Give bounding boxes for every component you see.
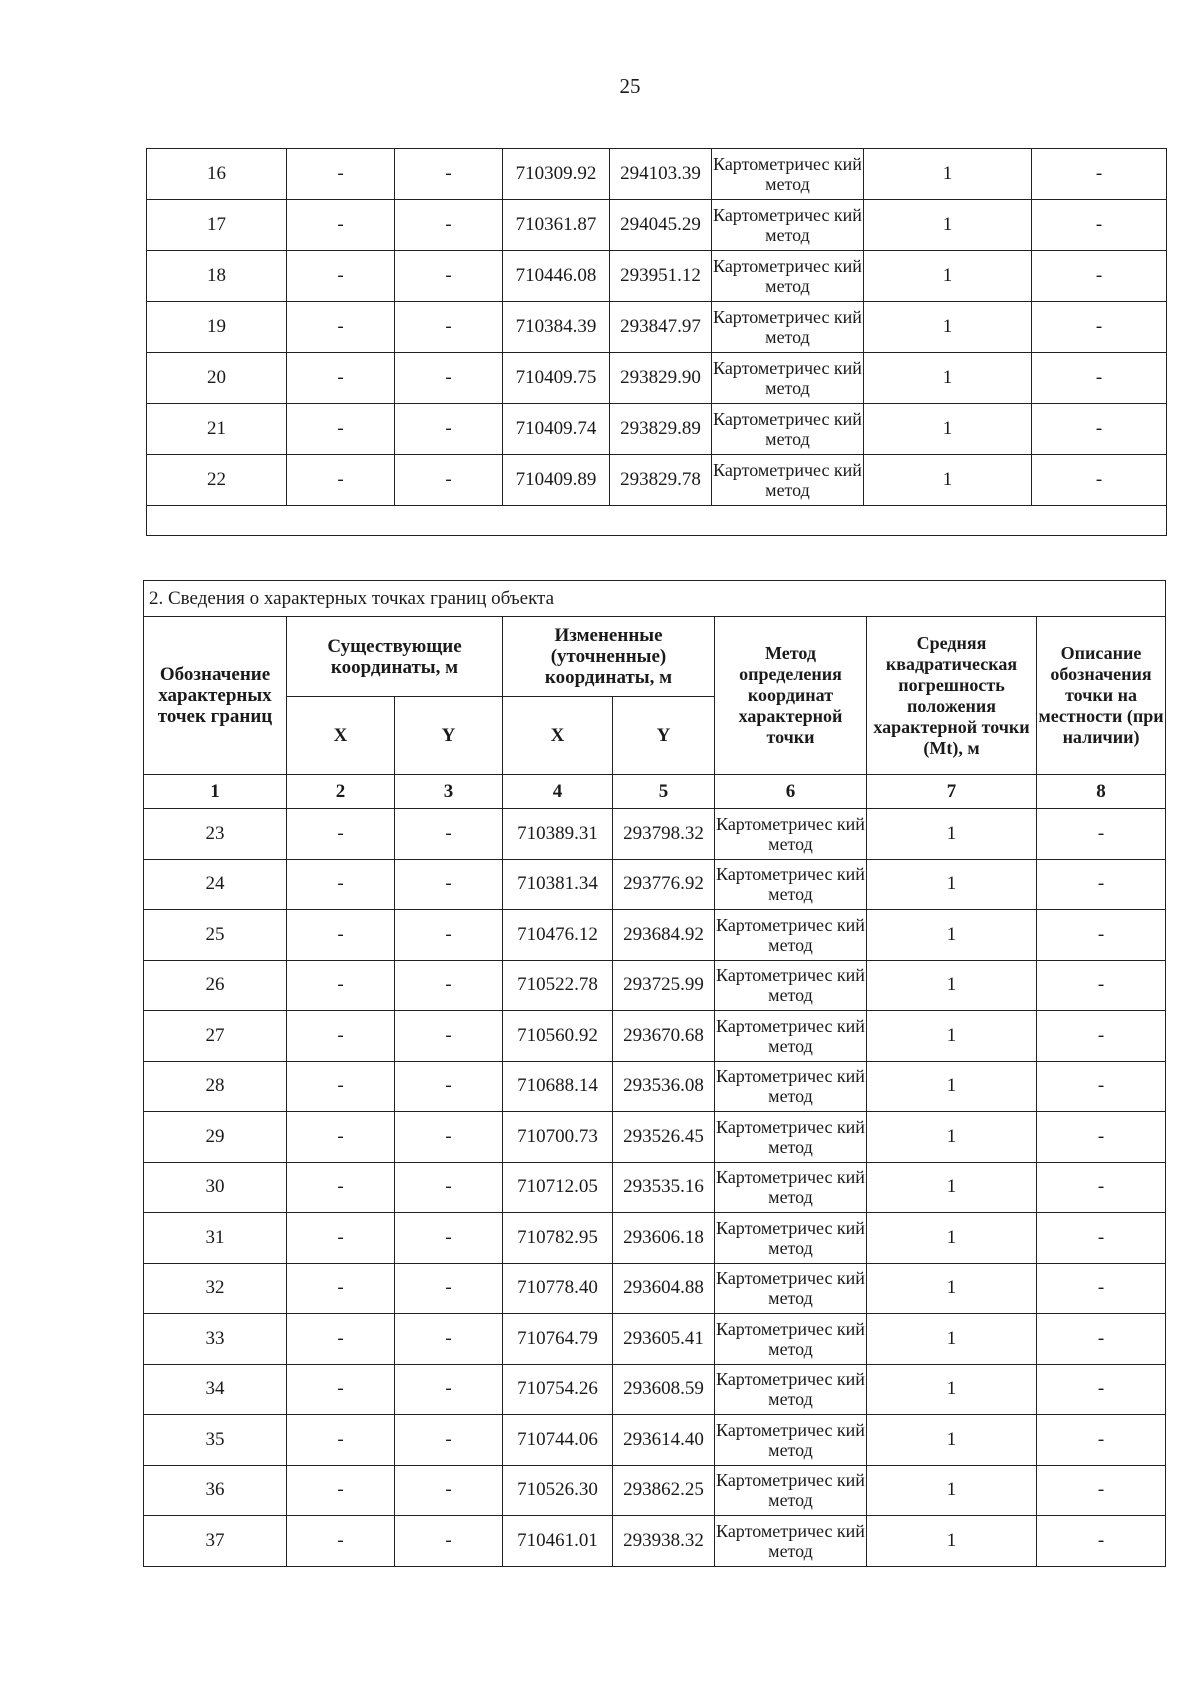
description-cell: - xyxy=(1037,1263,1166,1314)
column-number: 5 xyxy=(613,775,715,809)
description-cell: - xyxy=(1032,149,1167,200)
method-cell: Картометричес кий метод xyxy=(715,1263,867,1314)
empty-cell xyxy=(147,506,1167,536)
description-cell: - xyxy=(1037,1162,1166,1213)
changed-y-cell: 293684.92 xyxy=(613,910,715,961)
method-cell: Картометричес кий метод xyxy=(715,1162,867,1213)
header-y-existing: Y xyxy=(395,697,503,775)
table-row xyxy=(144,1263,1166,1314)
table1-body xyxy=(147,149,1167,506)
changed-y-cell: 293829.90 xyxy=(610,353,712,404)
point-number-cell: 16 xyxy=(147,149,287,200)
column-number: 1 xyxy=(144,775,287,809)
error-cell: 1 xyxy=(867,1263,1037,1314)
table-row xyxy=(147,353,1167,404)
changed-y-cell: 293847.97 xyxy=(610,302,712,353)
table-row xyxy=(144,960,1166,1011)
method-cell: Картометричес кий метод xyxy=(715,1061,867,1112)
header-existing-coords: Существующие координаты, м xyxy=(287,617,503,697)
point-number-cell: 19 xyxy=(147,302,287,353)
table-row xyxy=(144,1162,1166,1213)
changed-y-cell: 293725.99 xyxy=(613,960,715,1011)
description-cell: - xyxy=(1032,455,1167,506)
description-cell: - xyxy=(1037,1465,1166,1516)
method-cell: Картометричес кий метод xyxy=(712,251,864,302)
point-number-cell: 25 xyxy=(144,910,287,961)
existing-x-cell: - xyxy=(287,1011,395,1062)
error-cell: 1 xyxy=(867,960,1037,1011)
point-number-cell: 28 xyxy=(144,1061,287,1112)
point-number-cell: 24 xyxy=(144,859,287,910)
changed-y-cell: 293536.08 xyxy=(613,1061,715,1112)
column-number: 3 xyxy=(395,775,503,809)
existing-x-cell: - xyxy=(287,200,395,251)
column-number: 4 xyxy=(503,775,613,809)
existing-x-cell: - xyxy=(287,859,395,910)
error-cell: 1 xyxy=(864,251,1032,302)
error-cell: 1 xyxy=(867,1516,1037,1567)
error-cell: 1 xyxy=(867,859,1037,910)
changed-y-cell: 293776.92 xyxy=(613,859,715,910)
existing-y-cell: - xyxy=(395,859,503,910)
changed-x-cell: 710461.01 xyxy=(503,1516,613,1567)
error-cell: 1 xyxy=(864,404,1032,455)
changed-y-cell: 293862.25 xyxy=(613,1465,715,1516)
section-title: 2. Сведения о характерных точках границ объекта xyxy=(144,581,1166,617)
column-number: 6 xyxy=(715,775,867,809)
changed-x-cell: 710409.89 xyxy=(503,455,610,506)
description-cell: - xyxy=(1032,302,1167,353)
error-cell: 1 xyxy=(867,1061,1037,1112)
existing-y-cell: - xyxy=(395,1162,503,1213)
existing-y-cell: - xyxy=(395,251,503,302)
description-cell: - xyxy=(1032,251,1167,302)
table-row xyxy=(144,859,1166,910)
table-row xyxy=(144,1415,1166,1466)
point-number-cell: 37 xyxy=(144,1516,287,1567)
existing-y-cell: - xyxy=(395,1314,503,1365)
table-row xyxy=(147,404,1167,455)
point-number-cell: 33 xyxy=(144,1314,287,1365)
changed-x-cell: 710700.73 xyxy=(503,1112,613,1163)
method-cell: Картометричес кий метод xyxy=(715,1516,867,1567)
existing-y-cell: - xyxy=(395,1061,503,1112)
method-cell: Картометричес кий метод xyxy=(712,149,864,200)
point-number-cell: 18 xyxy=(147,251,287,302)
description-cell: - xyxy=(1037,1112,1166,1163)
description-cell: - xyxy=(1037,1364,1166,1415)
changed-y-cell: 293535.16 xyxy=(613,1162,715,1213)
table-row xyxy=(144,1213,1166,1264)
method-cell: Картометричес кий метод xyxy=(715,910,867,961)
existing-x-cell: - xyxy=(287,251,395,302)
existing-y-cell: - xyxy=(395,1263,503,1314)
changed-x-cell: 710764.79 xyxy=(503,1314,613,1365)
description-cell: - xyxy=(1032,404,1167,455)
existing-y-cell: - xyxy=(395,1213,503,1264)
point-number-cell: 27 xyxy=(144,1011,287,1062)
method-cell: Картометричес кий метод xyxy=(715,859,867,910)
header-x-changed: X xyxy=(503,697,613,775)
existing-x-cell: - xyxy=(287,1364,395,1415)
method-cell: Картометричес кий метод xyxy=(715,960,867,1011)
changed-x-cell: 710754.26 xyxy=(503,1364,613,1415)
point-number-cell: 17 xyxy=(147,200,287,251)
error-cell: 1 xyxy=(867,1112,1037,1163)
error-cell: 1 xyxy=(864,302,1032,353)
error-cell: 1 xyxy=(864,149,1032,200)
changed-y-cell: 293605.41 xyxy=(613,1314,715,1365)
table-row xyxy=(144,1364,1166,1415)
table-row xyxy=(144,1011,1166,1062)
table-row xyxy=(147,200,1167,251)
point-number-cell: 31 xyxy=(144,1213,287,1264)
existing-x-cell: - xyxy=(287,302,395,353)
changed-x-cell: 710712.05 xyxy=(503,1162,613,1213)
table2-body xyxy=(144,809,1166,1567)
existing-y-cell: - xyxy=(395,149,503,200)
error-cell: 1 xyxy=(864,200,1032,251)
description-cell: - xyxy=(1037,1011,1166,1062)
table-row xyxy=(147,302,1167,353)
header-method: Метод определения координат характерной точки xyxy=(715,617,867,775)
existing-y-cell: - xyxy=(395,910,503,961)
column-number: 7 xyxy=(867,775,1037,809)
table-row xyxy=(144,1112,1166,1163)
error-cell: 1 xyxy=(867,1162,1037,1213)
existing-x-cell: - xyxy=(287,1415,395,1466)
changed-y-cell: 293798.32 xyxy=(613,809,715,860)
existing-x-cell: - xyxy=(287,353,395,404)
changed-y-cell: 294103.39 xyxy=(610,149,712,200)
method-cell: Картометричес кий метод xyxy=(715,1465,867,1516)
existing-x-cell: - xyxy=(287,910,395,961)
existing-y-cell: - xyxy=(395,302,503,353)
table-row xyxy=(144,1465,1166,1516)
column-number: 8 xyxy=(1037,775,1166,809)
changed-y-cell: 293829.78 xyxy=(610,455,712,506)
existing-x-cell: - xyxy=(287,1061,395,1112)
changed-y-cell: 293604.88 xyxy=(613,1263,715,1314)
changed-x-cell: 710560.92 xyxy=(503,1011,613,1062)
error-cell: 1 xyxy=(867,1415,1037,1466)
column-number: 2 xyxy=(287,775,395,809)
header-changed-coords: Измененные (уточненные) координаты, м xyxy=(503,617,715,697)
existing-y-cell: - xyxy=(395,200,503,251)
point-number-cell: 26 xyxy=(144,960,287,1011)
method-cell: Картометричес кий метод xyxy=(715,1011,867,1062)
error-cell: 1 xyxy=(867,1011,1037,1062)
table-row xyxy=(147,251,1167,302)
changed-x-cell: 710744.06 xyxy=(503,1415,613,1466)
changed-x-cell: 710522.78 xyxy=(503,960,613,1011)
existing-x-cell: - xyxy=(287,1465,395,1516)
existing-y-cell: - xyxy=(395,404,503,455)
changed-x-cell: 710384.39 xyxy=(503,302,610,353)
description-cell: - xyxy=(1037,960,1166,1011)
existing-x-cell: - xyxy=(287,149,395,200)
changed-x-cell: 710389.31 xyxy=(503,809,613,860)
description-cell: - xyxy=(1037,809,1166,860)
header-description: Описание обозначения точки на местности (при наличии) xyxy=(1037,617,1166,775)
point-number-cell: 36 xyxy=(144,1465,287,1516)
existing-y-cell: - xyxy=(395,1364,503,1415)
existing-y-cell: - xyxy=(395,1112,503,1163)
existing-x-cell: - xyxy=(287,1112,395,1163)
description-cell: - xyxy=(1037,1415,1166,1466)
method-cell: Картометричес кий метод xyxy=(715,1415,867,1466)
changed-y-cell: 293606.18 xyxy=(613,1213,715,1264)
description-cell: - xyxy=(1037,1061,1166,1112)
method-cell: Картометричес кий метод xyxy=(712,404,864,455)
description-cell: - xyxy=(1032,200,1167,251)
header-y-changed: Y xyxy=(613,697,715,775)
error-cell: 1 xyxy=(864,455,1032,506)
header-designation: Обозначение характерных точек границ xyxy=(144,617,287,775)
changed-x-cell: 710409.74 xyxy=(503,404,610,455)
existing-x-cell: - xyxy=(287,1213,395,1264)
changed-y-cell: 294045.29 xyxy=(610,200,712,251)
error-cell: 1 xyxy=(867,910,1037,961)
method-cell: Картометричес кий метод xyxy=(712,455,864,506)
changed-x-cell: 710381.34 xyxy=(503,859,613,910)
error-cell: 1 xyxy=(867,1364,1037,1415)
existing-x-cell: - xyxy=(287,1516,395,1567)
existing-y-cell: - xyxy=(395,960,503,1011)
changed-x-cell: 710409.75 xyxy=(503,353,610,404)
point-number-cell: 30 xyxy=(144,1162,287,1213)
changed-x-cell: 710778.40 xyxy=(503,1263,613,1314)
changed-y-cell: 293938.32 xyxy=(613,1516,715,1567)
description-cell: - xyxy=(1037,1213,1166,1264)
table-row xyxy=(144,809,1166,860)
method-cell: Картометричес кий метод xyxy=(712,200,864,251)
existing-x-cell: - xyxy=(287,809,395,860)
changed-y-cell: 293526.45 xyxy=(613,1112,715,1163)
existing-x-cell: - xyxy=(287,960,395,1011)
table-row xyxy=(144,1516,1166,1567)
method-cell: Картометричес кий метод xyxy=(715,1112,867,1163)
header-error: Средняя квадратическая погрешность положения характерной точки (Mt), м xyxy=(867,617,1037,775)
header-x-existing: X xyxy=(287,697,395,775)
method-cell: Картометричес кий метод xyxy=(715,1364,867,1415)
error-cell: 1 xyxy=(867,809,1037,860)
changed-x-cell: 710446.08 xyxy=(503,251,610,302)
table-row xyxy=(144,1314,1166,1365)
changed-x-cell: 710476.12 xyxy=(503,910,613,961)
method-cell: Картометричес кий метод xyxy=(715,1314,867,1365)
existing-x-cell: - xyxy=(287,404,395,455)
description-cell: - xyxy=(1037,1516,1166,1567)
existing-y-cell: - xyxy=(395,353,503,404)
table-row xyxy=(144,1061,1166,1112)
existing-y-cell: - xyxy=(395,1011,503,1062)
existing-x-cell: - xyxy=(287,1263,395,1314)
description-cell: - xyxy=(1032,353,1167,404)
point-number-cell: 34 xyxy=(144,1364,287,1415)
changed-y-cell: 293614.40 xyxy=(613,1415,715,1466)
existing-y-cell: - xyxy=(395,1415,503,1466)
existing-x-cell: - xyxy=(287,1162,395,1213)
description-cell: - xyxy=(1037,910,1166,961)
existing-y-cell: - xyxy=(395,1465,503,1516)
page-number: 25 xyxy=(619,74,641,98)
point-number-cell: 29 xyxy=(144,1112,287,1163)
changed-x-cell: 710361.87 xyxy=(503,200,610,251)
existing-x-cell: - xyxy=(287,455,395,506)
point-number-cell: 32 xyxy=(144,1263,287,1314)
changed-x-cell: 710782.95 xyxy=(503,1213,613,1264)
description-cell: - xyxy=(1037,1314,1166,1365)
table-row xyxy=(147,455,1167,506)
table-row xyxy=(144,910,1166,961)
changed-y-cell: 293608.59 xyxy=(613,1364,715,1415)
changed-x-cell: 710309.92 xyxy=(503,149,610,200)
boundary-points-table-continued xyxy=(146,148,1167,536)
method-cell: Картометричес кий метод xyxy=(712,302,864,353)
changed-x-cell: 710526.30 xyxy=(503,1465,613,1516)
existing-y-cell: - xyxy=(395,1516,503,1567)
error-cell: 1 xyxy=(867,1314,1037,1365)
table-row xyxy=(147,149,1167,200)
method-cell: Картометричес кий метод xyxy=(715,809,867,860)
point-number-cell: 22 xyxy=(147,455,287,506)
table1-empty-row xyxy=(147,506,1167,536)
point-number-cell: 21 xyxy=(147,404,287,455)
changed-x-cell: 710688.14 xyxy=(503,1061,613,1112)
existing-y-cell: - xyxy=(395,455,503,506)
point-number-cell: 23 xyxy=(144,809,287,860)
point-number-cell: 20 xyxy=(147,353,287,404)
changed-y-cell: 293829.89 xyxy=(610,404,712,455)
description-cell: - xyxy=(1037,859,1166,910)
error-cell: 1 xyxy=(864,353,1032,404)
method-cell: Картометричес кий метод xyxy=(712,353,864,404)
changed-y-cell: 293951.12 xyxy=(610,251,712,302)
existing-y-cell: - xyxy=(395,809,503,860)
error-cell: 1 xyxy=(867,1465,1037,1516)
point-number-cell: 35 xyxy=(144,1415,287,1466)
method-cell: Картометричес кий метод xyxy=(715,1213,867,1264)
error-cell: 1 xyxy=(867,1213,1037,1264)
boundary-points-table xyxy=(143,580,1166,1567)
changed-y-cell: 293670.68 xyxy=(613,1011,715,1062)
existing-x-cell: - xyxy=(287,1314,395,1365)
